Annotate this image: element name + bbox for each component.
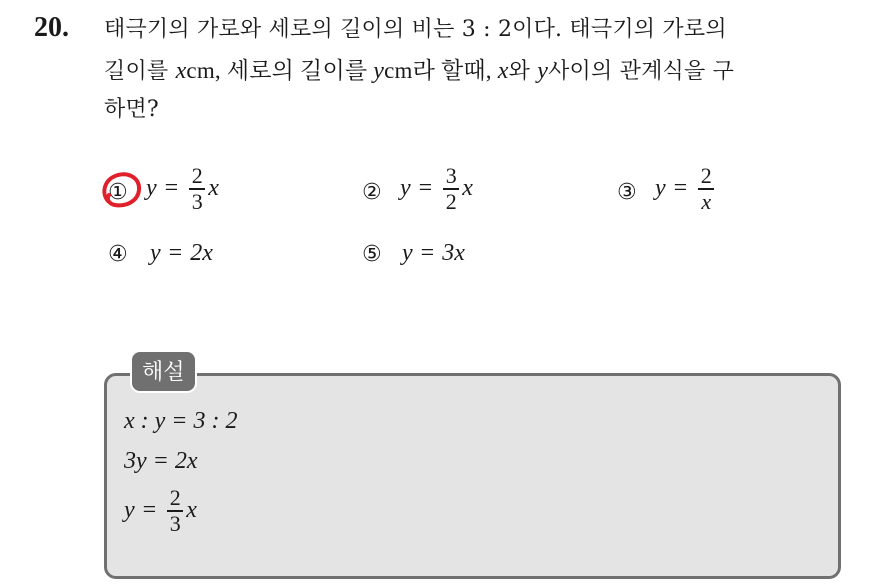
equals-sign: = bbox=[418, 175, 433, 202]
question-text: 길이를 bbox=[104, 59, 176, 84]
solution-line-3 bbox=[124, 486, 197, 536]
fraction bbox=[698, 164, 714, 214]
numerator: 2 bbox=[169, 485, 181, 510]
choice-1-lhs: y bbox=[146, 175, 157, 202]
numerator: 3 bbox=[445, 163, 457, 188]
selected-answer-circle bbox=[100, 171, 144, 211]
numerator: 2 bbox=[700, 163, 712, 188]
choice-2-lhs: y bbox=[400, 175, 411, 202]
choice-5-lhs: y bbox=[402, 240, 413, 266]
question-text: cm라 할때, bbox=[384, 58, 498, 83]
solution-line-2-text: 3y = 2x bbox=[124, 448, 198, 474]
solution-line-1 bbox=[124, 408, 237, 435]
denominator: 3 bbox=[191, 188, 203, 214]
fraction bbox=[443, 164, 459, 214]
equals-sign: = bbox=[420, 240, 435, 266]
choice-4-lhs: y bbox=[150, 240, 161, 266]
choice-4-formula bbox=[150, 240, 213, 267]
solution-line-3-lhs: y bbox=[124, 497, 135, 524]
question-number: 20. bbox=[34, 12, 69, 43]
choice-2-var: x bbox=[462, 175, 473, 202]
question-line-2 bbox=[104, 52, 734, 85]
solution-line-1-text: x : y = 3 : 2 bbox=[124, 408, 238, 434]
equals-sign: = bbox=[168, 240, 183, 266]
equals-sign: = bbox=[673, 175, 688, 202]
denominator: 2 bbox=[445, 188, 457, 214]
choice-5-rhs: 3x bbox=[442, 240, 465, 266]
choice-1-formula bbox=[146, 164, 219, 214]
question-text: 사이의 관계식을 구 bbox=[548, 59, 735, 84]
choice-3-marker[interactable]: ③ bbox=[617, 180, 637, 205]
numerator: 2 bbox=[191, 163, 203, 188]
solution-line-3-var: x bbox=[186, 497, 197, 524]
choice-2-formula bbox=[400, 164, 473, 214]
variable-x: x bbox=[175, 58, 187, 84]
variable-y: y bbox=[373, 58, 385, 84]
variable-x: x bbox=[497, 58, 509, 84]
solution-line-2 bbox=[124, 448, 198, 475]
choice-1-var: x bbox=[208, 175, 219, 202]
choice-1-marker[interactable]: ① bbox=[108, 180, 128, 205]
choice-4-rhs: 2x bbox=[190, 240, 213, 266]
choice-3-lhs: y bbox=[655, 175, 666, 202]
choice-5-formula bbox=[402, 240, 465, 267]
variable-y: y bbox=[537, 58, 549, 84]
question-text: 와 bbox=[508, 59, 538, 84]
equals-sign: = bbox=[142, 497, 157, 524]
question-line-3: 하면? bbox=[104, 97, 159, 122]
denominator: 3 bbox=[169, 510, 181, 536]
fraction bbox=[167, 486, 183, 536]
solution-tag: 해설 bbox=[130, 350, 197, 393]
question-line-1: 태극기의 가로와 세로의 길이의 비는 3 : 2이다. 태극기의 가로의 bbox=[104, 17, 727, 42]
choice-2-marker[interactable]: ② bbox=[362, 180, 382, 205]
choice-5-marker[interactable]: ⑤ bbox=[362, 242, 382, 267]
question-text: cm, 세로의 길이를 bbox=[186, 58, 374, 83]
denominator: x bbox=[701, 188, 712, 214]
choice-4-marker[interactable]: ④ bbox=[108, 242, 128, 267]
fraction bbox=[189, 164, 205, 214]
solution-box bbox=[104, 373, 841, 579]
choice-3-formula bbox=[655, 164, 717, 214]
equals-sign: = bbox=[164, 175, 179, 202]
